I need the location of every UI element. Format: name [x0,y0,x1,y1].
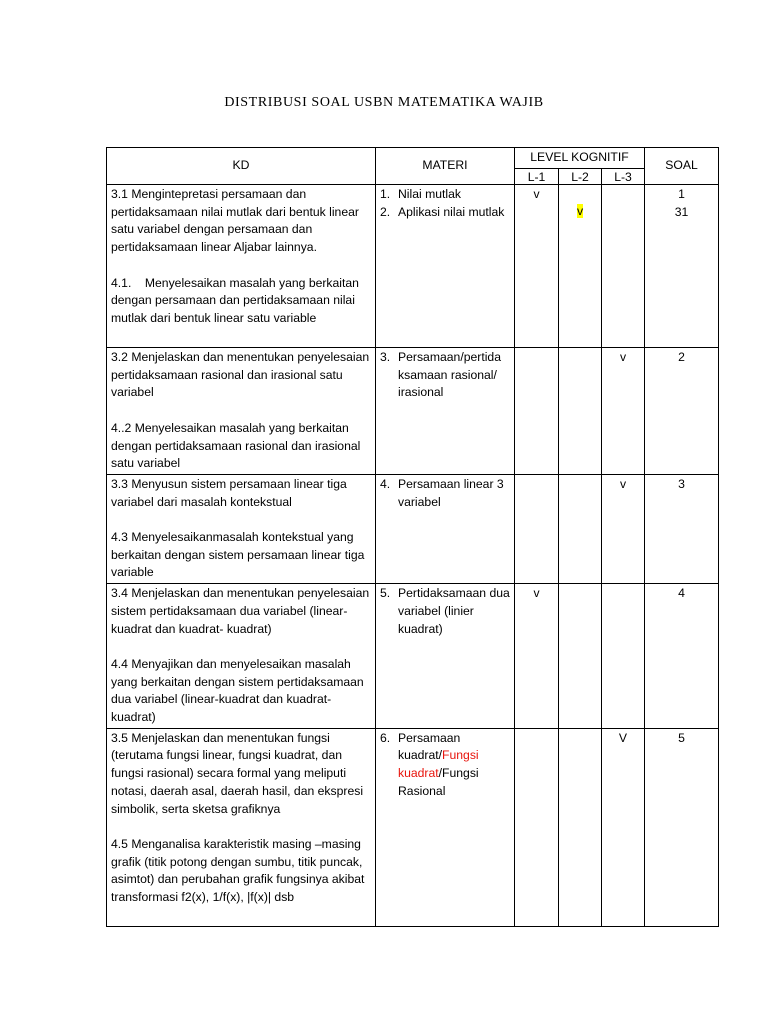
l1-cell [515,584,559,729]
header-materi: MATERI [376,148,515,185]
l1-cell [515,185,559,348]
materi-text: Persamaan kuadrat/ [398,730,461,763]
soal-cell [645,728,719,926]
l3-cell [602,348,645,475]
materi-number: 4. [380,476,391,491]
soal-number: 1 [678,187,685,201]
materi-cell [376,185,515,348]
materi-text: Persamaan/pertida ksamaan rasional/ irasional [398,350,501,400]
check-mark: v [619,476,627,491]
l3-cell [602,185,645,348]
header-kd: KD [107,148,376,185]
l3-cell [602,584,645,729]
table-row [107,185,719,348]
kd-cell [107,474,376,583]
materi-text: Aplikasi nilai mutlak [398,204,505,219]
header-soal: SOAL [645,148,719,185]
header-level-kognitif: LEVEL KOGNITIF [515,148,645,169]
kd-cell [107,185,376,348]
l2-cell [559,185,602,348]
l2-cell [559,474,602,583]
materi-text: Nilai mutlak [398,187,461,201]
soal-cell [645,474,719,583]
header-l1: L-1 [515,169,559,185]
soal-cell [645,584,719,729]
table-row [107,474,719,583]
table-row [107,728,719,926]
kd-cell [107,728,376,926]
soal-cell [645,348,719,475]
materi-number: 6. [380,730,391,745]
l1-cell [515,728,559,926]
kd-text: 3.5 Menjelaskan dan menentukan fungsi (terutama fungsi linear, fungsi kuadrat, dan fungsi rasional) secara formal yang meliputi notasi, daerah asal, daerah hasil, dan ekspresi simbolik, serta sketsa grafiknya [111,730,364,816]
materi-cell [376,728,515,926]
l2-cell [559,584,602,729]
materi-number: 1. [380,187,391,201]
kd-cell [107,584,376,729]
materi-cell [376,348,515,475]
check-mark: V [618,730,628,745]
kd-text: 4.1. Menyelesaikan masalah yang berkaitan dengan persamaan dan pertidaksamaan nilai mutlak dari bentuk linear satu variable [111,275,366,325]
l1-cell [515,474,559,583]
materi-text-red: Fungsi kuadrat [398,748,479,781]
materi-cell [376,584,515,729]
materi-cell [376,474,515,583]
header-l2: L-2 [559,169,602,185]
check-mark-highlighted: v [576,204,584,218]
soal-number: 4 [678,586,685,601]
l2-cell [559,728,602,926]
table-row [107,584,719,729]
kd-text: 4.3 Menyelesaikanmasalah kontekstual yang berkaitan dengan sistem persamaan linear tiga variable [111,530,365,580]
check-mark: v [619,350,627,364]
soal-number: 31 [674,204,689,219]
materi-number: 3. [380,350,391,364]
kd-text: 3.2 Menjelaskan dan menentukan penyelesaian pertidaksamaan rasional dan irasional satu variabel [111,350,370,400]
l2-cell [559,348,602,475]
materi-number: 5. [380,586,391,601]
table-row [107,348,719,475]
kd-text: 3.3 Menyusun sistem persamaan linear tiga variabel dari masalah kontekstual [111,476,347,509]
kd-text: 4.4 Menyajikan dan menyelesaikan masalah yang berkaitan dengan sistem pertidaksamaan dua variabel (linear-kuadrat dan kuadrat-kuadrat) [111,656,364,725]
page-title: DISTRIBUSI SOAL USBN MATEMATIKA WAJIB [224,95,544,110]
soal-number: 2 [678,350,685,364]
materi-number: 2. [380,204,391,219]
materi-text: Pertidaksamaan dua variabel (linier kuadrat) [398,586,510,636]
kd-cell [107,348,376,475]
soal-number: 5 [678,730,685,745]
soal-number: 3 [678,476,685,491]
kd-text: 4.5 Menganalisa karakteristik masing –masing grafik (titik potong dengan sumbu, titik puncak, asimtot) dan perubahan grafik fungsinya akibat transformasi f2(x), 1/f(x), |f(x)| dsb [111,836,365,905]
soal-cell [645,185,719,348]
l3-cell [602,474,645,583]
materi-text: Persamaan linear 3 variabel [398,476,504,509]
kd-text: 4..2 Menyelesaikan masalah yang berkaitan dengan pertidaksamaan rasional dan irasional satu variabel [111,420,361,471]
check-mark: v [533,187,540,201]
kd-text: 3.4 Menjelaskan dan menentukan penyelesaian sistem pertidaksamaan dua variabel (linear-kuadrat dan kuadrat- kuadrat) [111,586,370,636]
distribution-table [106,147,719,927]
materi-text: /Fungsi Rasional [398,766,479,798]
check-mark: v [533,586,540,601]
kd-text: 3.1 Mengintepretasi persamaan dan pertidaksamaan nilai mutlak dari bentuk linear satu variabel dengan persamaan dan pertidaksamaan linear Aljabar lainnya. [111,187,359,255]
l3-cell [602,728,645,926]
header-l3: L-3 [602,169,645,185]
l1-cell [515,348,559,475]
